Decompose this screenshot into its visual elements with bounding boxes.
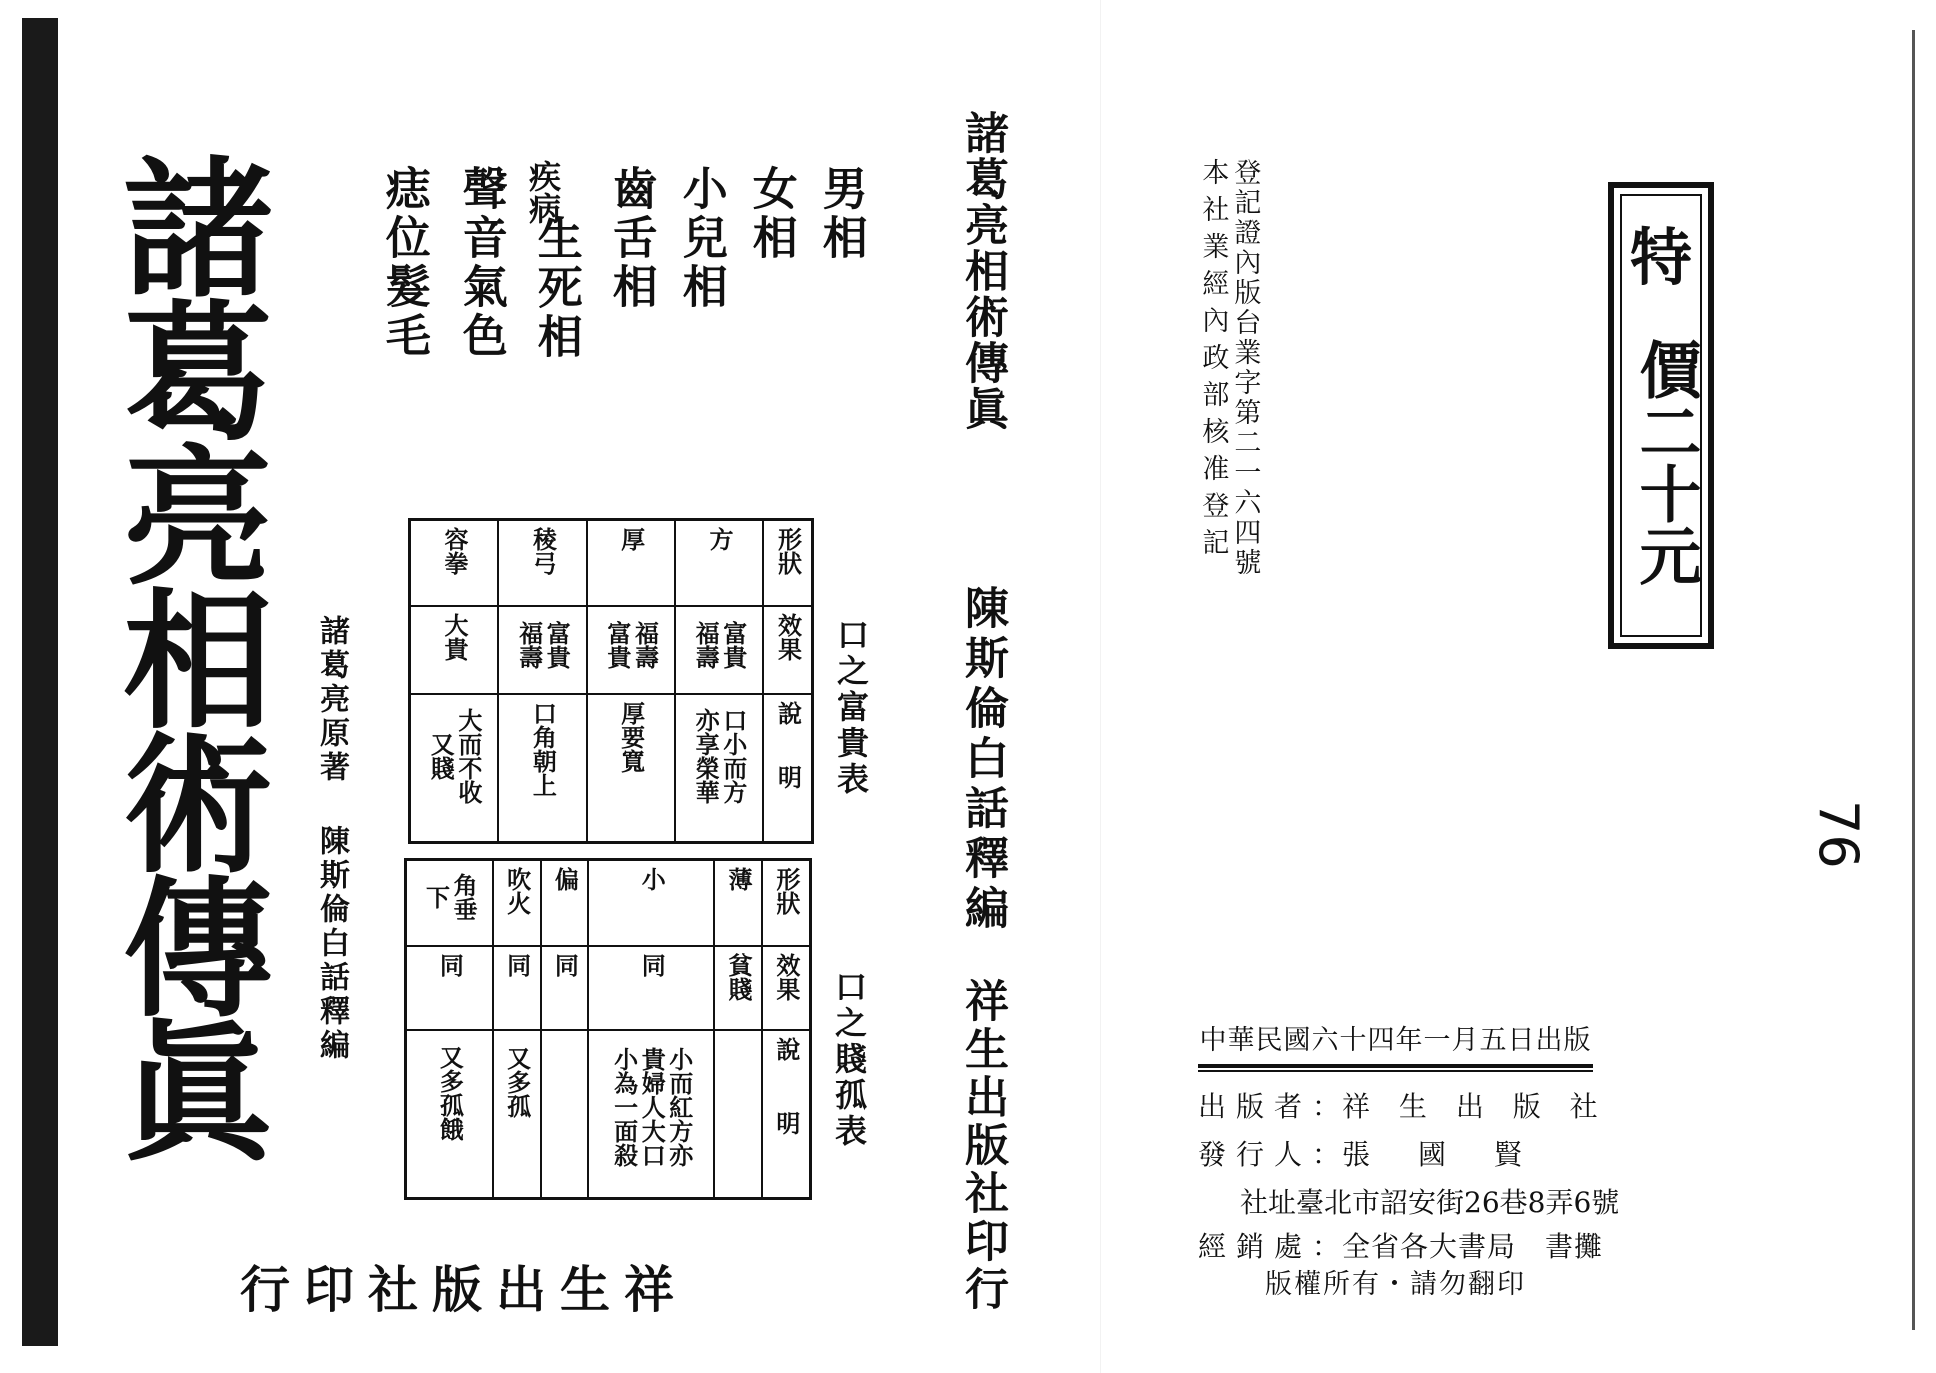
contents-item: 小兒相	[674, 165, 728, 312]
issuer-value: 張 國 賢	[1342, 1138, 1533, 1171]
table-cell: 富貴福壽	[498, 606, 586, 694]
rich-table-label: 口之富貴表	[832, 618, 870, 798]
contents-item: 痣位髮毛	[377, 165, 431, 361]
table-cell: 薄	[714, 860, 762, 946]
table-cell: 效果	[762, 946, 810, 1030]
table-cell: 貧賤	[714, 946, 762, 1030]
publish-date: 中華民國六十四年一月五日出版	[1199, 1025, 1592, 1056]
page-number: 76	[1807, 800, 1870, 869]
contents-item: 齒舌相	[604, 165, 658, 312]
address: 社址臺北市詔安街26巷8弄6號	[1240, 1186, 1620, 1219]
table-cell: 富貴福壽	[675, 606, 763, 694]
table-cell: 同	[406, 946, 494, 1030]
spine-editor: 陳斯倫白話釋編	[957, 585, 1008, 935]
contents-note: 疾病	[524, 160, 562, 224]
publisher-row	[1198, 1085, 1608, 1125]
copyright-notice: 版權所有・請勿翻印	[1265, 1269, 1526, 1300]
table-cell	[714, 1030, 762, 1199]
table-cell: 厚要寬	[587, 694, 675, 843]
registration-number: 登記證內版台業字第二一六四號	[1229, 158, 1261, 578]
scan-edge-line	[1912, 30, 1915, 1330]
main-title: 諸葛亮相術傳眞	[97, 150, 273, 1158]
mouth-poor-table	[404, 858, 812, 1200]
mouth-rich-table	[408, 518, 814, 844]
spine-title: 諸葛亮相術傳眞	[957, 110, 1008, 432]
divider-rule	[1198, 1070, 1593, 1072]
contents-item: 聲音氣色	[454, 165, 508, 361]
table-cell: 方	[675, 520, 763, 606]
issuer-label: 發行人	[1198, 1138, 1313, 1171]
table-cell: 小而紅方亦貴婦人大口小為一面殺	[588, 1030, 714, 1199]
table-cell: 稜弓	[498, 520, 586, 606]
colon: ：	[1312, 1138, 1343, 1171]
book-spine-edge	[22, 18, 58, 1346]
table-cell: 大貴	[410, 606, 499, 694]
distributor-value: 全省各大書局 書攤	[1342, 1230, 1604, 1263]
table-cell: 同	[588, 946, 714, 1030]
table-cell: 厚	[587, 520, 675, 606]
price-special: 特	[1629, 221, 1692, 294]
page-fold	[1100, 0, 1101, 1373]
contents-item: 男相	[814, 165, 868, 263]
table-cell: 又多孤餓	[406, 1030, 494, 1199]
poor-table-label: 口之賤孤表	[830, 970, 868, 1150]
table-cell: 容拳	[410, 520, 499, 606]
colon: ：	[1312, 1090, 1343, 1123]
table-cell: 口小而方亦享榮華	[675, 694, 763, 843]
contents-item: 女相	[744, 165, 798, 263]
publisher-label: 出版者	[1198, 1090, 1313, 1123]
contents-item: 生死相	[529, 215, 583, 362]
table-cell: 同	[541, 946, 589, 1030]
table-cell: 角垂下	[406, 860, 494, 946]
publisher-value: 祥 生 出 版 社	[1342, 1090, 1608, 1123]
author-original: 諸葛亮原著	[314, 615, 349, 785]
table-cell: 大而不收又賤	[410, 694, 499, 843]
address-row	[1240, 1181, 1635, 1221]
table-cell: 吹火	[493, 860, 541, 946]
bottom-publisher-line: 祥生出版社印行	[240, 1260, 688, 1319]
registration-approval: 本社業經內政部核准登記	[1197, 158, 1229, 565]
issuer-row	[1198, 1133, 1593, 1173]
table-cell: 效果	[763, 606, 812, 694]
table-cell: 說明	[762, 1030, 810, 1199]
author-editor: 陳斯倫白話釋編	[314, 825, 349, 1063]
table-cell: 說明	[763, 694, 812, 843]
table-cell: 小	[588, 860, 714, 946]
table-cell: 口角朝上	[498, 694, 586, 843]
divider-rule	[1198, 1064, 1593, 1068]
table-cell: 偏	[541, 860, 589, 946]
spine-publisher: 祥生出版社印行	[957, 978, 1008, 1314]
colon: ：	[1312, 1230, 1343, 1263]
table-cell	[541, 1030, 589, 1199]
price-text: 價二十元	[1629, 338, 1702, 586]
distributor-label: 經銷處	[1198, 1230, 1313, 1263]
table-cell: 形狀	[762, 860, 810, 946]
table-cell: 同	[493, 946, 541, 1030]
distributor-row	[1198, 1225, 1604, 1265]
price-box	[1608, 182, 1714, 649]
table-cell: 形狀	[763, 520, 812, 606]
table-cell: 福壽富貴	[587, 606, 675, 694]
table-cell: 又多孤	[493, 1030, 541, 1199]
